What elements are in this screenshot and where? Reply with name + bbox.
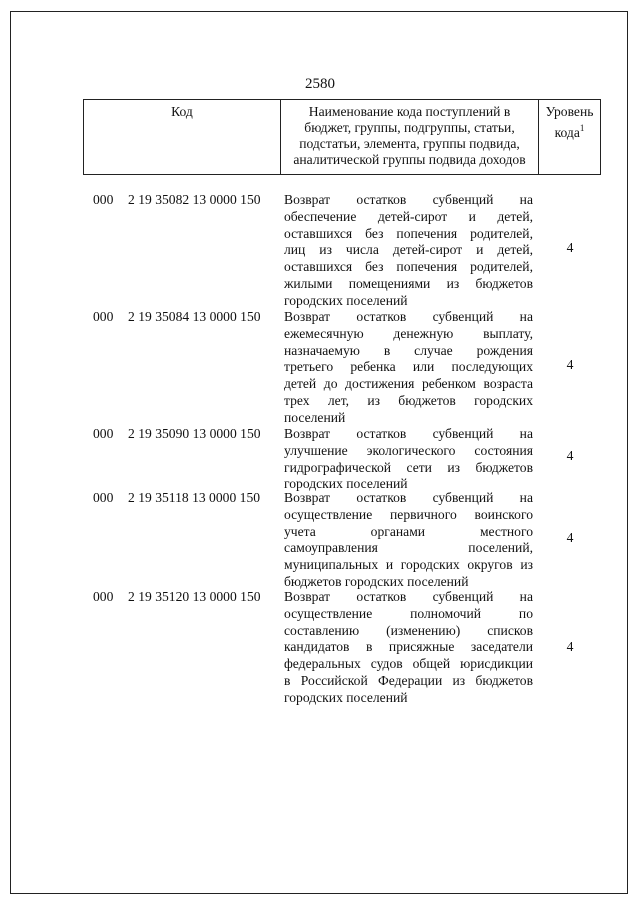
row-name-line: самоуправления поселений, [284,540,533,556]
row-name-line: лиц из числа детей-сирот и детей, [284,242,533,258]
row-budget-code: 2 19 35120 13 0000 150 [128,589,261,604]
header-code-cell [83,99,280,175]
table-row [0,490,640,592]
header-code-label: Код [171,104,193,119]
row-name [284,309,533,427]
row-level: 4 [566,530,574,545]
header-name-cell [280,99,538,175]
row-admin-code: 000 [93,192,114,207]
header-name-line: подстатьи, элемента, группы подвида, [299,136,520,151]
row-admin-code: 000 [93,426,114,441]
row-level: 4 [566,639,574,654]
row-name-line: муниципальных и городских округов из [284,557,533,573]
row-name-line: кандидатов в присяжные заседатели [284,639,533,655]
row-name-line: Возврат остатков субвенций на [284,589,533,604]
header-name-line: аналитической группы подвида доходов [293,152,526,167]
row-budget-code: 2 19 35082 13 0000 150 [128,192,261,207]
row-level: 4 [566,240,574,255]
table-row [0,589,640,707]
row-name-line: Возврат остатков субвенций на [284,426,533,441]
page-number: 2580 [305,76,335,92]
row-level: 4 [566,357,574,372]
row-name-line: Возврат остатков субвенций на [284,309,533,324]
row-name-line: поселений [284,409,346,425]
header-level-footnote: 1 [579,123,585,133]
row-admin-code: 000 [93,490,114,505]
row-name-line: осуществление первичного воинского [284,506,533,522]
row-name-line: федеральных судов общей юрисдикции [284,656,533,672]
row-budget-code: 2 19 35084 13 0000 150 [128,309,261,324]
row-budget-code: 2 19 35090 13 0000 150 [128,426,261,441]
header-name-line: Наименование кода поступлений в [308,104,511,119]
row-name-line: обеспечение детей-сирот и детей, [284,208,533,224]
row-name-line: учета органами местного [284,523,533,539]
row-budget-code: 2 19 35118 13 0000 150 [128,490,261,505]
row-level: 4 [566,448,574,463]
row-name-line: ежемесячную денежную выплату, [284,325,533,341]
row-name-line: городских поселений [284,689,408,705]
row-admin-code: 000 [93,589,114,604]
row-name-line: третьего ребенка или последующих [284,359,533,375]
row-name-line: детей до достижения ребенком возраста [284,376,533,392]
row-name-line: Возврат остатков субвенций на [284,192,533,207]
row-name-line: бюджетов городских поселений [284,573,469,589]
table-row [0,309,640,427]
row-name-line: оставшихся без попечения родителей, [284,259,533,275]
row-name-line: гидрографической сети из бюджетов [284,459,533,475]
row-name-line: оставшихся без попечения родителей, [284,225,533,241]
row-name-line: в Российской Федерации из бюджетов [284,672,533,688]
header-level-line1: Уровень [545,104,594,119]
row-name-line: улучшение экологического состояния [284,442,533,458]
row-name-line: городских поселений [284,476,408,492]
row-name [284,589,533,707]
header-level-line2: кода [554,125,580,140]
row-name-line: городских поселений [284,292,408,308]
row-name-line: Возврат остатков субвенций на [284,490,533,505]
row-name-line: трех лет, из бюджетов городских [284,392,533,408]
row-name [284,426,533,493]
row-name-line: назначаемую в случае рождения [284,342,533,358]
row-name-line: жилыми помещениями из бюджетов [284,275,533,291]
row-name-line: осуществление полномочий по [284,605,533,621]
row-name-line: составлению (изменению) списков [284,622,533,638]
row-name [284,490,533,591]
header-name-line: бюджет, группы, подгруппы, статьи, [304,120,515,135]
header-level-cell [538,99,601,175]
table-row [0,426,640,494]
row-admin-code: 000 [93,309,114,324]
row-name [284,192,533,310]
table-row [0,192,640,310]
